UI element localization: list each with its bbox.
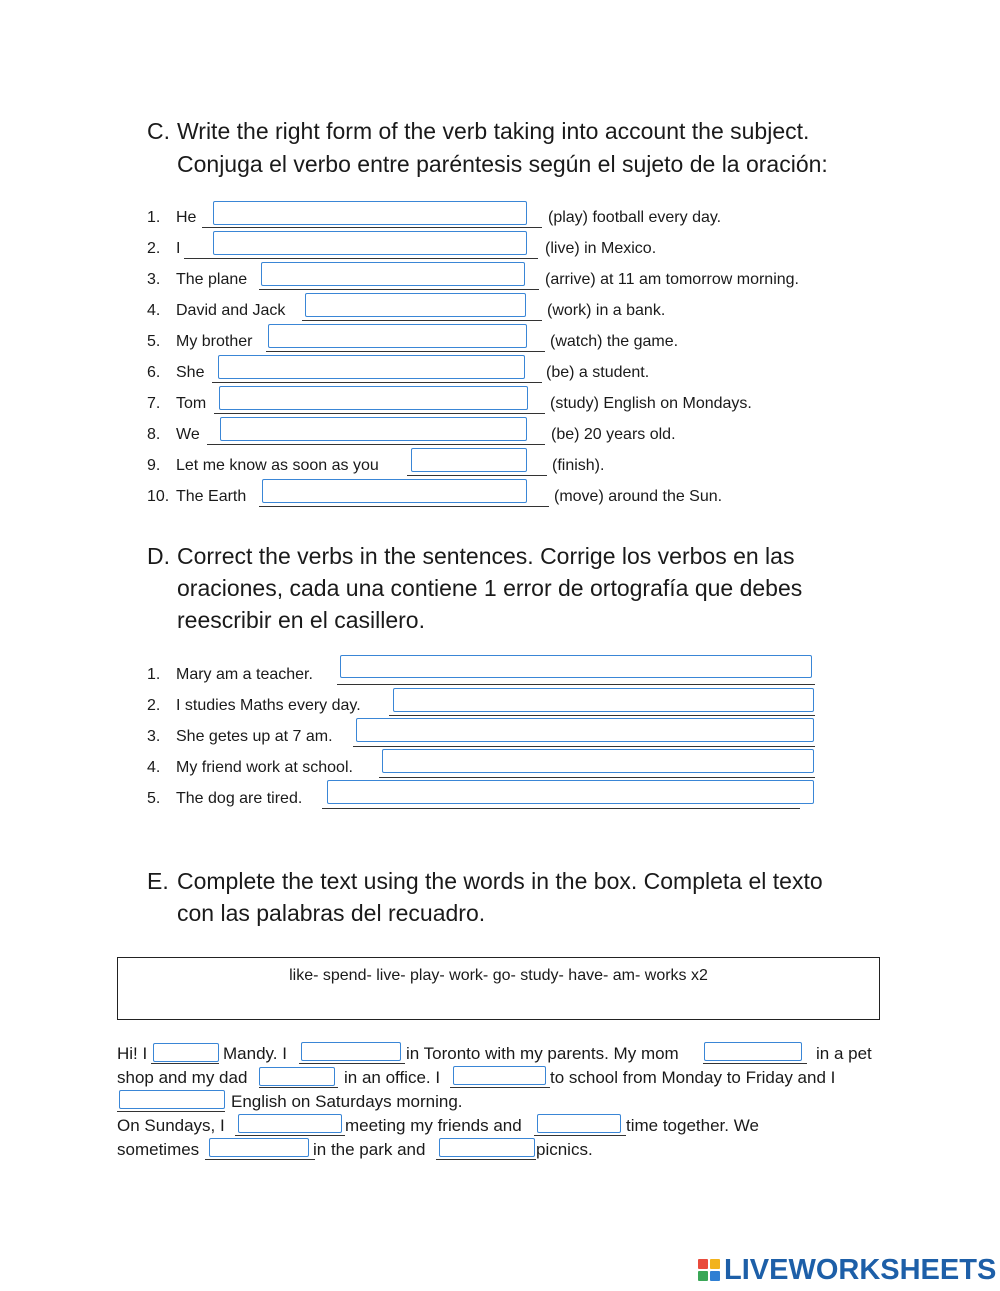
answer-underline — [117, 1111, 225, 1112]
paragraph-text: picnics. — [536, 1140, 593, 1159]
item-number: 3. — [147, 271, 161, 288]
answer-input-d2[interactable] — [393, 688, 814, 712]
answer-underline — [214, 413, 545, 414]
answer-input-e5[interactable] — [453, 1066, 546, 1085]
answer-underline — [379, 777, 815, 778]
section-d-instruction-2: oraciones, cada una contiene 1 error de ortografía que debes — [177, 575, 803, 601]
answer-input-e1[interactable] — [153, 1043, 219, 1062]
logo-square — [710, 1271, 720, 1281]
item-text: I — [176, 240, 181, 257]
item-number: 10. — [147, 488, 170, 505]
answer-underline — [184, 258, 538, 259]
section-d-instruction-3: reescribir en el casillero. — [177, 607, 425, 633]
item-text: (finish). — [552, 457, 605, 474]
paragraph-text: in an office. I — [344, 1068, 441, 1087]
answer-input-d3[interactable] — [356, 718, 814, 742]
section-c-instruction-es: Conjuga el verbo entre paréntesis según el sujeto de la oración: — [177, 151, 828, 177]
paragraph-text: in a pet — [816, 1044, 872, 1063]
item-number: 5. — [147, 790, 161, 807]
answer-input-e8[interactable] — [537, 1114, 621, 1133]
item-text: Let me know as soon as you — [176, 457, 379, 474]
answer-input-c2[interactable] — [213, 231, 527, 255]
item-number: 4. — [147, 302, 161, 319]
answer-input-d1[interactable] — [340, 655, 812, 678]
logo-squares-icon — [698, 1259, 720, 1281]
section-c-letter: C. — [147, 118, 170, 144]
item-number: 4. — [147, 759, 161, 776]
answer-underline — [259, 506, 549, 507]
answer-input-c9[interactable] — [411, 448, 527, 472]
item-text: We — [176, 426, 200, 443]
answer-underline — [259, 289, 539, 290]
paragraph-text: time together. We — [626, 1116, 759, 1135]
item-text: The dog are tired. — [176, 790, 303, 807]
paragraph-text: in Toronto with my parents. My mom — [406, 1044, 679, 1063]
answer-underline — [322, 808, 800, 809]
item-number: 6. — [147, 364, 161, 381]
answer-underline — [436, 1159, 536, 1160]
item-number: 2. — [147, 697, 161, 714]
paragraph-text: meeting my friends and — [345, 1116, 522, 1135]
answer-underline — [534, 1135, 626, 1136]
answer-input-e2[interactable] — [301, 1042, 401, 1061]
paragraph-text: Hi! I — [117, 1044, 148, 1063]
answer-input-e3[interactable] — [704, 1042, 802, 1061]
item-text: I studies Maths every day. — [176, 697, 361, 714]
answer-underline — [151, 1063, 219, 1064]
answer-underline — [450, 1087, 550, 1088]
answer-input-d5[interactable] — [327, 780, 814, 804]
text-line-4 — [117, 1115, 887, 1139]
answer-input-c1[interactable] — [213, 201, 527, 225]
answer-input-e4[interactable] — [259, 1067, 335, 1086]
answer-input-e7[interactable] — [238, 1114, 342, 1133]
item-text: (live) in Mexico. — [545, 240, 657, 257]
item-number: 8. — [147, 426, 161, 443]
answer-input-d4[interactable] — [382, 749, 814, 773]
item-text: Tom — [176, 395, 207, 412]
item-text: My friend work at school. — [176, 759, 353, 776]
item-text: She getes up at 7 am. — [176, 728, 333, 745]
answer-input-e9[interactable] — [209, 1138, 309, 1157]
answer-underline — [202, 227, 542, 228]
answer-underline — [703, 1063, 807, 1064]
item-number: 3. — [147, 728, 161, 745]
answer-underline — [299, 1063, 405, 1064]
item-text: My brother — [176, 333, 253, 350]
answer-input-c7[interactable] — [219, 386, 528, 410]
word-box-text: like- spend- live- play- work- go- study- have- am- works x2 — [289, 967, 708, 984]
word-box — [117, 957, 880, 1020]
item-text: (move) around the Sun. — [554, 488, 723, 505]
answer-input-c8[interactable] — [220, 417, 527, 441]
text-line-3 — [117, 1091, 887, 1115]
item-text: (study) English on Mondays. — [550, 395, 752, 412]
item-text: He — [176, 209, 197, 226]
answer-input-e10[interactable] — [439, 1138, 535, 1157]
item-text: The plane — [176, 271, 248, 288]
section-e-instruction-1: Complete the text using the words in the box. Completa el texto — [177, 868, 823, 894]
item-number: 1. — [147, 209, 161, 226]
item-number: 1. — [147, 666, 161, 683]
item-text: (be) a student. — [546, 364, 650, 381]
answer-underline — [353, 746, 815, 747]
paragraph-text: sometimes — [117, 1140, 200, 1159]
paragraph-text: English on Saturdays morning. — [231, 1092, 463, 1111]
logo-square — [698, 1271, 708, 1281]
answer-underline — [235, 1135, 345, 1136]
answer-input-c10[interactable] — [262, 479, 527, 503]
brand-name: LIVEWORKSHEETS — [724, 1253, 997, 1286]
item-number: 5. — [147, 333, 161, 350]
logo-square — [698, 1259, 708, 1269]
section-e-instruction-2: con las palabras del recuadro. — [177, 900, 486, 926]
paragraph-text: to school from Monday to Friday and I — [550, 1068, 836, 1087]
item-text: (play) football every day. — [548, 209, 722, 226]
section-c-instruction-en: Write the right form of the verb taking into account the subject. — [177, 118, 810, 144]
item-text: (work) in a bank. — [547, 302, 666, 319]
section-d-letter: D. — [147, 543, 170, 569]
paragraph-text: Mandy. I — [223, 1044, 287, 1063]
section-c-heading — [147, 115, 907, 181]
answer-underline — [212, 382, 542, 383]
section-e-heading — [147, 865, 907, 931]
answer-underline — [407, 475, 547, 476]
answer-underline — [207, 444, 545, 445]
answer-underline — [389, 715, 815, 716]
section-d-heading — [147, 540, 907, 638]
item-text: David and Jack — [176, 302, 286, 319]
answer-input-c5[interactable] — [268, 324, 527, 348]
section-d-instruction-1: Correct the verbs in the sentences. Corrige los verbos en las — [177, 543, 795, 569]
answer-underline — [205, 1159, 315, 1160]
item-text: She — [176, 364, 205, 381]
answer-input-e6[interactable] — [119, 1090, 225, 1109]
answer-underline — [337, 684, 815, 685]
paragraph-text: shop and my dad — [117, 1068, 248, 1087]
item-text: (watch) the game. — [550, 333, 679, 350]
answer-input-c4[interactable] — [305, 293, 526, 317]
item-number: 7. — [147, 395, 161, 412]
logo-square — [710, 1259, 720, 1269]
answer-underline — [266, 351, 545, 352]
answer-underline — [302, 320, 542, 321]
paragraph-text: On Sundays, I — [117, 1116, 225, 1135]
paragraph-text: in the park and — [313, 1140, 426, 1159]
item-text: (be) 20 years old. — [551, 426, 676, 443]
item-number: 9. — [147, 457, 161, 474]
item-text: Mary am a teacher. — [176, 666, 313, 683]
item-number: 2. — [147, 240, 161, 257]
answer-underline — [259, 1087, 338, 1088]
answer-input-c6[interactable] — [218, 355, 525, 379]
item-text: The Earth — [176, 488, 247, 505]
section-e-letter: E. — [147, 868, 169, 894]
answer-input-c3[interactable] — [261, 262, 525, 286]
liveworksheets-logo — [698, 1255, 996, 1285]
item-text: (arrive) at 11 am tomorrow morning. — [545, 271, 799, 288]
